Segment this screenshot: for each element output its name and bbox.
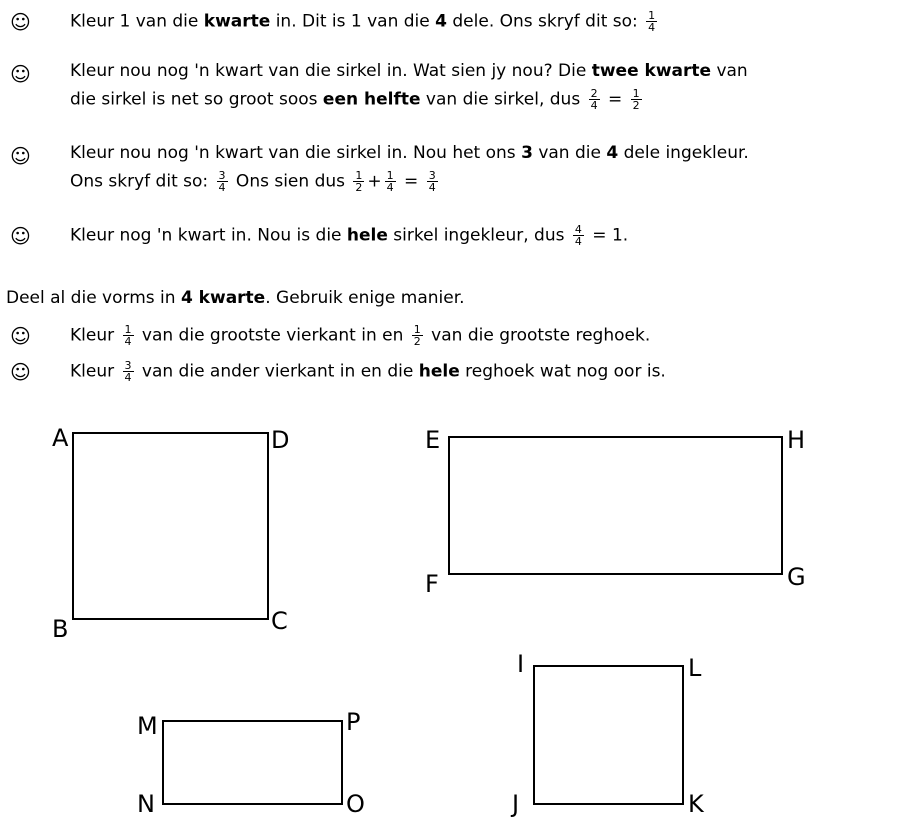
fraction: [123, 324, 134, 347]
text: dele ingekleur.: [618, 143, 749, 163]
square-abcd: [72, 432, 269, 620]
instruction-line: [70, 88, 645, 111]
text: Kleur: [70, 11, 120, 32]
fraction-denominator: 4: [218, 181, 226, 194]
bold-text: twee kwarte: [591, 61, 712, 81]
vertex-label: A: [52, 424, 69, 452]
text: Kleur nou nog 'n kwart van die sirkel in. Nou het ons: [70, 143, 522, 163]
smiley-icon: ☺: [10, 144, 31, 168]
bold-text: hele: [346, 225, 388, 246]
fraction-denominator: 2: [413, 335, 421, 348]
text: van die sirkel, dus: [420, 89, 586, 110]
text: Ons skryf dit so:: [70, 171, 214, 192]
smiley-icon: ☺: [10, 62, 31, 86]
instruction-line: [70, 10, 660, 33]
fraction: [412, 324, 423, 347]
text: van die grootste reghoek.: [425, 325, 651, 346]
text: Deel al die vorms in: [6, 288, 181, 308]
instruction-line: [70, 224, 628, 247]
text: sirkel ingekleur, dus: [387, 225, 570, 246]
text: . Gebruik enige manier.: [265, 288, 465, 308]
text: Kleur nou nog 'n kwart van die sirkel in. Wat sien jy nou? Die: [70, 61, 592, 81]
fraction: [123, 360, 134, 383]
text: van die: [130, 11, 204, 32]
text: = 1.: [586, 225, 629, 246]
vertex-label: B: [52, 615, 69, 643]
bold-text: 3: [521, 143, 533, 163]
fraction: [573, 224, 584, 247]
bold-text: een helfte: [322, 89, 421, 110]
vertex-label: M: [137, 712, 158, 740]
task-line: [70, 324, 650, 347]
fraction-numerator: 3: [218, 169, 226, 182]
smiley-icon: ☺: [10, 10, 31, 34]
fraction-numerator: 1: [355, 169, 363, 182]
fraction-numerator: 1: [386, 169, 394, 182]
vertex-label: P: [346, 708, 361, 736]
fraction-denominator: 4: [428, 181, 436, 194]
rectangle-efgh: [448, 436, 783, 575]
fraction-denominator: 4: [124, 335, 132, 348]
fraction-numerator: 1: [413, 323, 421, 336]
fraction-denominator: 4: [648, 21, 656, 34]
fraction-numerator: 4: [574, 223, 582, 236]
text: reghoek wat nog oor is.: [459, 361, 666, 382]
vertex-label: G: [787, 563, 806, 591]
fraction: [353, 170, 364, 193]
fraction-denominator: 4: [124, 371, 132, 384]
vertex-label: L: [688, 654, 702, 682]
text: van die grootste vierkant in en: [136, 325, 409, 346]
vertex-label: E: [425, 426, 441, 454]
bold-text: 4: [606, 143, 619, 163]
instruction-line: [70, 60, 748, 82]
vertex-label: O: [346, 790, 365, 818]
text: van die ander vierkant in en die: [136, 361, 419, 382]
shapes-instruction: [6, 288, 465, 308]
fraction-denominator: 2: [355, 181, 363, 194]
vertex-label: I: [517, 650, 525, 678]
text: Kleur: [70, 361, 120, 382]
fraction-numerator: 1: [124, 323, 132, 336]
fraction-numerator: 2: [590, 87, 598, 100]
rectangle-mpno: [162, 720, 343, 805]
fraction-denominator: 4: [386, 181, 394, 194]
fraction: [589, 88, 600, 111]
fraction: [631, 88, 642, 111]
text: van: [711, 61, 748, 81]
fraction-numerator: 1: [632, 87, 640, 100]
bold-text: 4: [435, 11, 447, 32]
text: 1: [119, 11, 131, 32]
task-line: [70, 360, 666, 383]
fraction-numerator: 3: [124, 359, 132, 372]
bold-text: 4 kwarte: [180, 288, 266, 308]
vertex-label: D: [271, 426, 290, 454]
text: die sirkel is net so groot soos: [70, 89, 323, 110]
text: Ons sien dus: [230, 171, 351, 192]
text: in. Dit is 1 van die: [270, 11, 436, 32]
fraction-denominator: 2: [632, 99, 640, 112]
fraction: [217, 170, 228, 193]
text: Kleur: [70, 325, 120, 346]
smiley-icon: ☺: [10, 324, 31, 348]
text: =: [398, 171, 424, 192]
bold-text: hele: [418, 361, 460, 382]
text: =: [602, 89, 628, 110]
instruction-line: [70, 142, 749, 164]
vertex-label: N: [137, 790, 155, 818]
fraction-denominator: 4: [574, 235, 582, 248]
vertex-label: H: [787, 426, 806, 454]
fraction-numerator: 1: [648, 9, 656, 22]
vertex-label: K: [688, 790, 704, 818]
fraction: [646, 10, 657, 33]
bold-text: kwarte: [203, 11, 271, 32]
text: dele. Ons skryf dit so:: [446, 11, 644, 32]
fraction: [427, 170, 438, 193]
vertex-label: F: [425, 570, 439, 598]
fraction-denominator: 4: [590, 99, 598, 112]
text: +: [367, 171, 382, 192]
vertex-label: C: [271, 607, 288, 635]
smiley-icon: ☺: [10, 360, 31, 384]
fraction: [385, 170, 396, 193]
square-ilkj: [533, 665, 684, 805]
instruction-line: [70, 170, 441, 193]
vertex-label: J: [512, 790, 520, 818]
fraction-numerator: 3: [428, 169, 436, 182]
smiley-icon: ☺: [10, 224, 31, 248]
text: Kleur nog 'n kwart in. Nou is die: [70, 225, 347, 246]
text: van die: [532, 143, 607, 163]
